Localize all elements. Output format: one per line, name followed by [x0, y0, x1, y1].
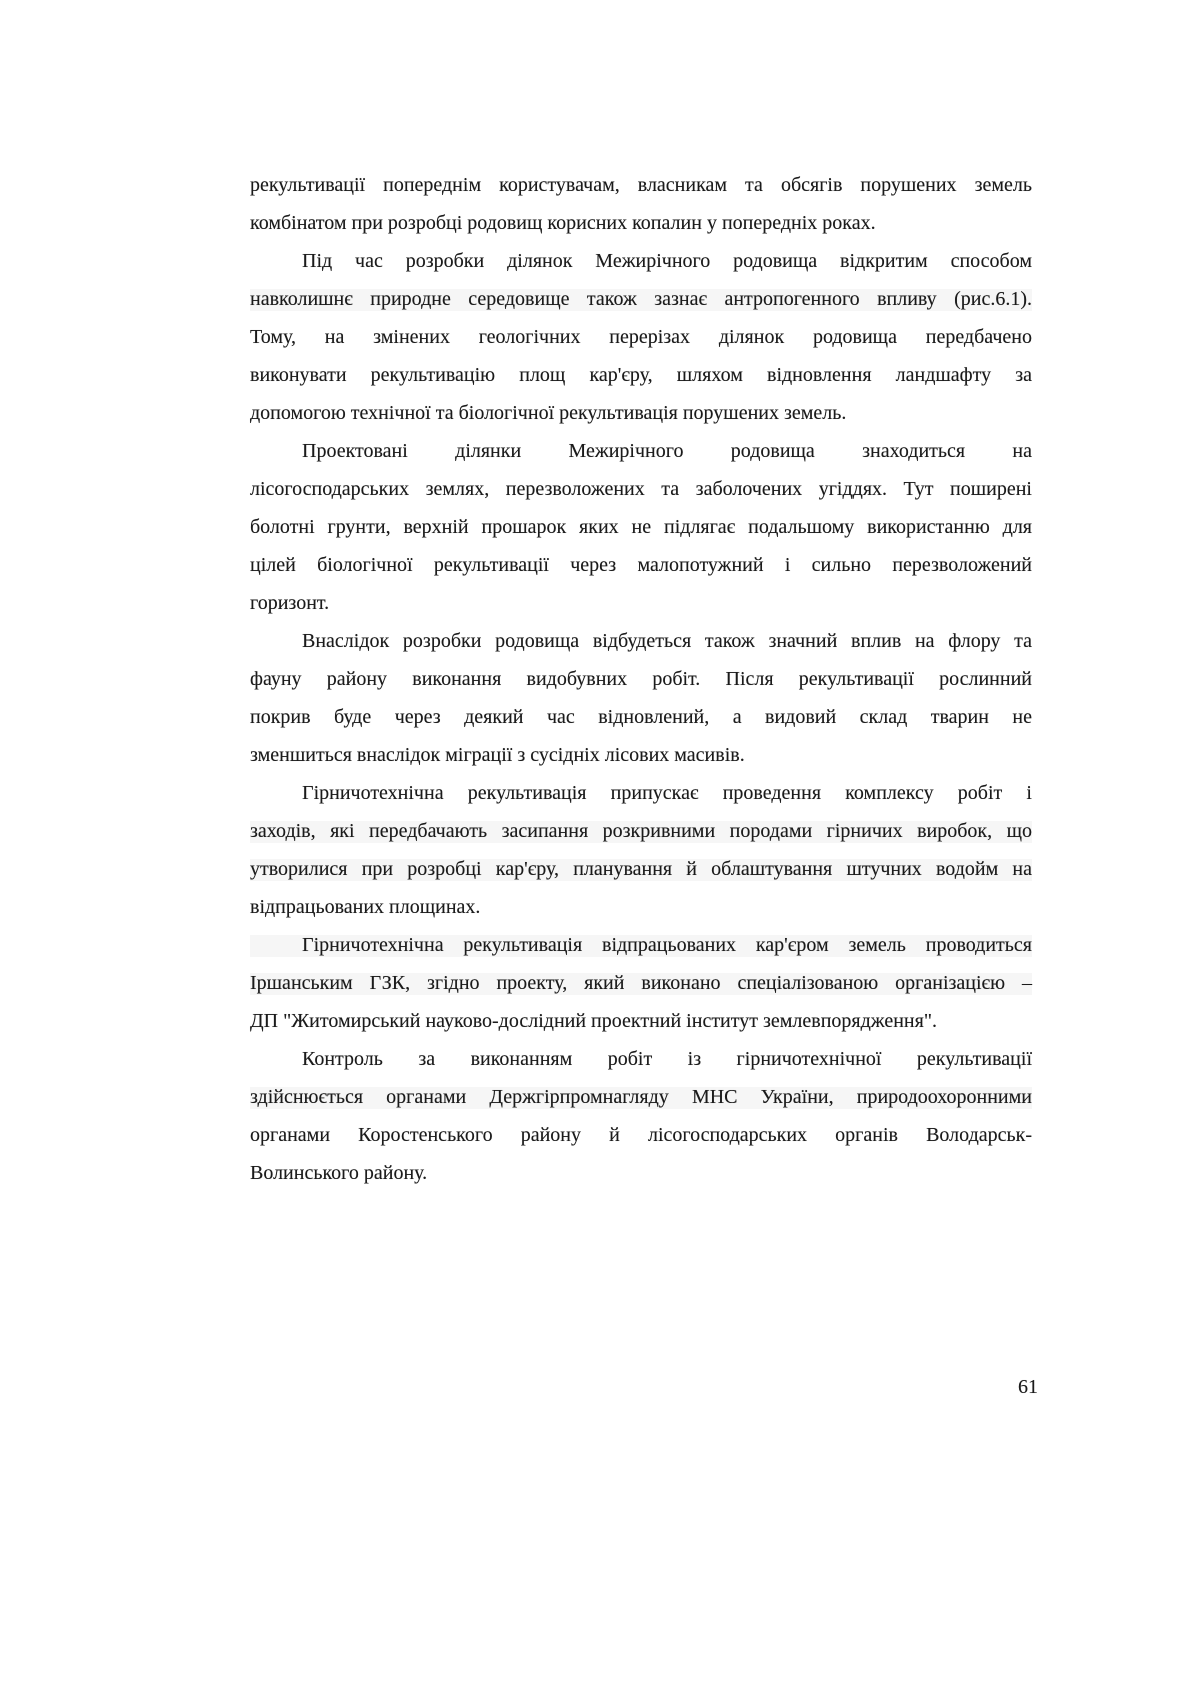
text-line: здійснюється органами Держгірпромнагляду МНС України, природоохоронними [250, 1078, 1032, 1116]
text-line: органами Коростенського району й лісогосподарських органів Володарськ- [250, 1124, 1032, 1146]
text-line: фауну району виконання видобувних робіт. Після рекультивації рослинний [250, 668, 1032, 690]
page-number: 61 [1018, 1376, 1038, 1398]
text-line: утворилися при розробці кар'єру, планування й облаштування штучних водойм на [250, 850, 1032, 888]
text-line: Внаслідок розробки родовища відбудеться також значний вплив на флору та [302, 630, 1032, 652]
text-line: навколишнє природне середовище також зазнає антропогенного впливу (рис.6.1). [250, 280, 1032, 318]
text-line: Контроль за виконанням робіт із гірничотехнічної рекультивації [302, 1048, 1032, 1070]
text-line: Гірничотехнічна рекультивація припускає проведення комплексу робіт і [302, 782, 1032, 804]
text-line: виконувати рекультивацію площ кар'єру, шляхом відновлення ландшафту за [250, 364, 1032, 386]
paragraph [250, 1040, 1032, 1192]
text-line: допомогою технічної та біологічної рекультивація порушених земель. [250, 402, 847, 424]
text-line: Гірничотехнічна рекультивація відпрацьованих кар'єром земель проводиться [250, 926, 1032, 964]
text-line: покрив буде через деякий час відновлений, а видовий склад тварин не [250, 706, 1032, 728]
paragraph [250, 926, 1032, 1040]
text-line: відпрацьованих площинах. [250, 896, 481, 918]
paragraph [250, 432, 1032, 622]
text-line: комбінатом при розробці родовищ корисних копалин у попередніх роках. [250, 212, 876, 234]
text-line: горизонт. [250, 592, 330, 614]
text-line: Проектовані ділянки Межирічного родовища знаходиться на [302, 440, 1032, 462]
text-line: ДП "Житомирський науково-дослідний проектний інститут землевпорядження". [250, 1010, 937, 1032]
paragraph [250, 774, 1032, 926]
paragraph [250, 242, 1032, 432]
paragraph [250, 166, 1032, 242]
text-line: заходів, які передбачають засипання розкривними породами гірничих виробок, що [250, 812, 1032, 850]
text-line: Тому, на змінених геологічних перерізах ділянок родовища передбачено [250, 326, 1032, 348]
text-line: Волинського району. [250, 1162, 428, 1184]
text-line: болотні грунти, верхній прошарок яких не підлягає подальшому використанню для [250, 516, 1032, 538]
text-line: рекультивації попереднім користувачам, власникам та обсягів порушених земель [250, 174, 1032, 196]
paragraph [250, 622, 1032, 774]
text-line: Іршанським ГЗК, згідно проекту, який виконано спеціалізованою організацією – [250, 964, 1032, 1002]
document-body [250, 166, 1032, 1192]
text-line: Під час розробки ділянок Межирічного родовища відкритим способом [302, 250, 1032, 272]
text-line: зменшиться внаслідок міграції з сусідніх лісових масивів. [250, 744, 745, 766]
text-line: цілей біологічної рекультивації через малопотужний і сильно перезволожений [250, 554, 1032, 576]
text-line: лісогосподарських землях, перезволожених та заболочених угіддях. Тут поширені [250, 478, 1032, 500]
